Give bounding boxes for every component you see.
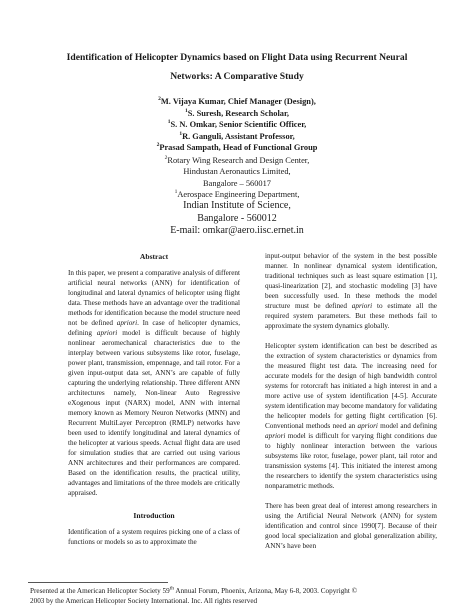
affiliation-1-name: $^1$Aerospace Engineering Department,	[174, 189, 300, 199]
title-line-2: Networks: A Comparative Study	[170, 71, 304, 82]
introduction-paragraph: Identification of a system requires picking one of a class of functions or models so as to approximate the	[68, 528, 240, 546]
introduction-heading: Introduction	[133, 511, 175, 520]
body-paragraph-1: input-output behavior of the system in the best possible manner. In nonlinear dynamical system identification, traditional techniques such as least square estimation [1], quasi-linearization [2], and stochastic modeling [3] have been successfully used. In these methods the model structure must be defined apriori to estimate all the required system parameters. But these methods fail to approximate the system dynamics globally.	[265, 252, 437, 330]
title-line-1: Identification of Helicopter Dynamics based on Flight Data using Recurrent Neural	[66, 52, 408, 63]
affiliations	[110, 155, 364, 238]
abstract-heading: Abstract	[139, 252, 169, 261]
author-5: $^2$Prasad Sampath, Head of Functional Group	[156, 142, 318, 153]
footnote	[30, 586, 442, 606]
author-2: $^1$S. Suresh, Research Scholar,	[184, 107, 290, 118]
affiliation-2-org: Hindustan Aeronautics Limited,	[183, 167, 291, 177]
affiliation-2-city: Bangalore – 560017	[203, 178, 271, 188]
author-4: $^1$R. Ganguli, Assistant Professor,	[179, 130, 295, 141]
abstract-paragraph: In this paper, we present a comparative analysis of different artificial neural networks (ANN) for identification of longitudinal and lateral dynamics of helicopter using flight data. These methods have an advantage over the traditional methods for identification because the model structure need not be defined apriori. In case of helicopter dynamics, defining apriori model is difficult because of highly nonlinear aeromechanical characteristics due to the interplay between various subsystems like rotor, fuselage, power plant, transmission, empennage, and tail rotor. For a given input-output data set, ANN’s are capable of fully capturing the underlying relationship. Three different ANN architectures namely, Non-linear Auto Regressive eXogenous input (NARX) model, ANN with internal memory known as Memory Neuron Networks (MNN) and Recurrent MultiLayer Perceptron (RMLP) networks have been used to identify longitudinal and lateral dynamics of the helicopter at various speeds. Actual flight data are used for simulation studies that are carried out using various ANN architectures and their performances are compared. Based on the identification results, the practical utility, advantages and limitations of the three models are critically appraised.	[68, 269, 240, 497]
affiliation-1-org: Indian Institute of Science,	[183, 200, 291, 212]
affiliation-1-city: Bangalore - 560012	[197, 212, 277, 224]
footnote-line-1: Presented at the American Helicopter Society 59th Annual Forum, Phoenix, Arizona, May 6-8, 2003. Copyright ©	[30, 585, 358, 595]
author-list	[110, 96, 364, 154]
body-paragraph-3: There has been great deal of interest among researchers in using the Artificial Neural Network (ANN) for system identification and control since 1990[7]. Because of their good local specialization and global generalization ability, ANN’s have been	[265, 502, 437, 550]
author-1: $^2$M. Vijaya Kumar, Chief Manager (Design),	[158, 96, 316, 106]
contact-email: E-mail: omkar@aero.iisc.ernet.in	[170, 225, 304, 237]
left-column	[68, 252, 240, 547]
author-3: $^1$S. N. Omkar, Senior Scientific Officer,	[167, 119, 307, 130]
body-paragraph-2: Helicopter system identification can best be described as the extraction of system characteristics or dynamics from the measured flight test data. The increasing need for accurate models for the design of high bandwidth control systems for rotorcraft has initiated a high interest in and a more active use of system identification [4-5]. Accurate system identification may become mandatory for validating the helicopter models for getting flight certification [6]. Conventional methods need an apriori model and defining apriori model is difficult for varying flight conditions due to highly nonlinear interaction between the various subsystems like rotor, fuselage, power plant, tail rotor and transmission systems [4]. This initiated the interest among the researchers to identify the system characteristics using nonparametric methods.	[265, 342, 438, 490]
right-column	[265, 251, 437, 551]
paper-title	[30, 48, 444, 86]
footnote-line-2: 2003 by the American Helicopter Society International. Inc. All rights reserved	[30, 597, 258, 605]
footnote-rule	[28, 582, 168, 583]
affiliation-2-name: $^2$Rotary Wing Research and Design Center,	[164, 155, 310, 165]
